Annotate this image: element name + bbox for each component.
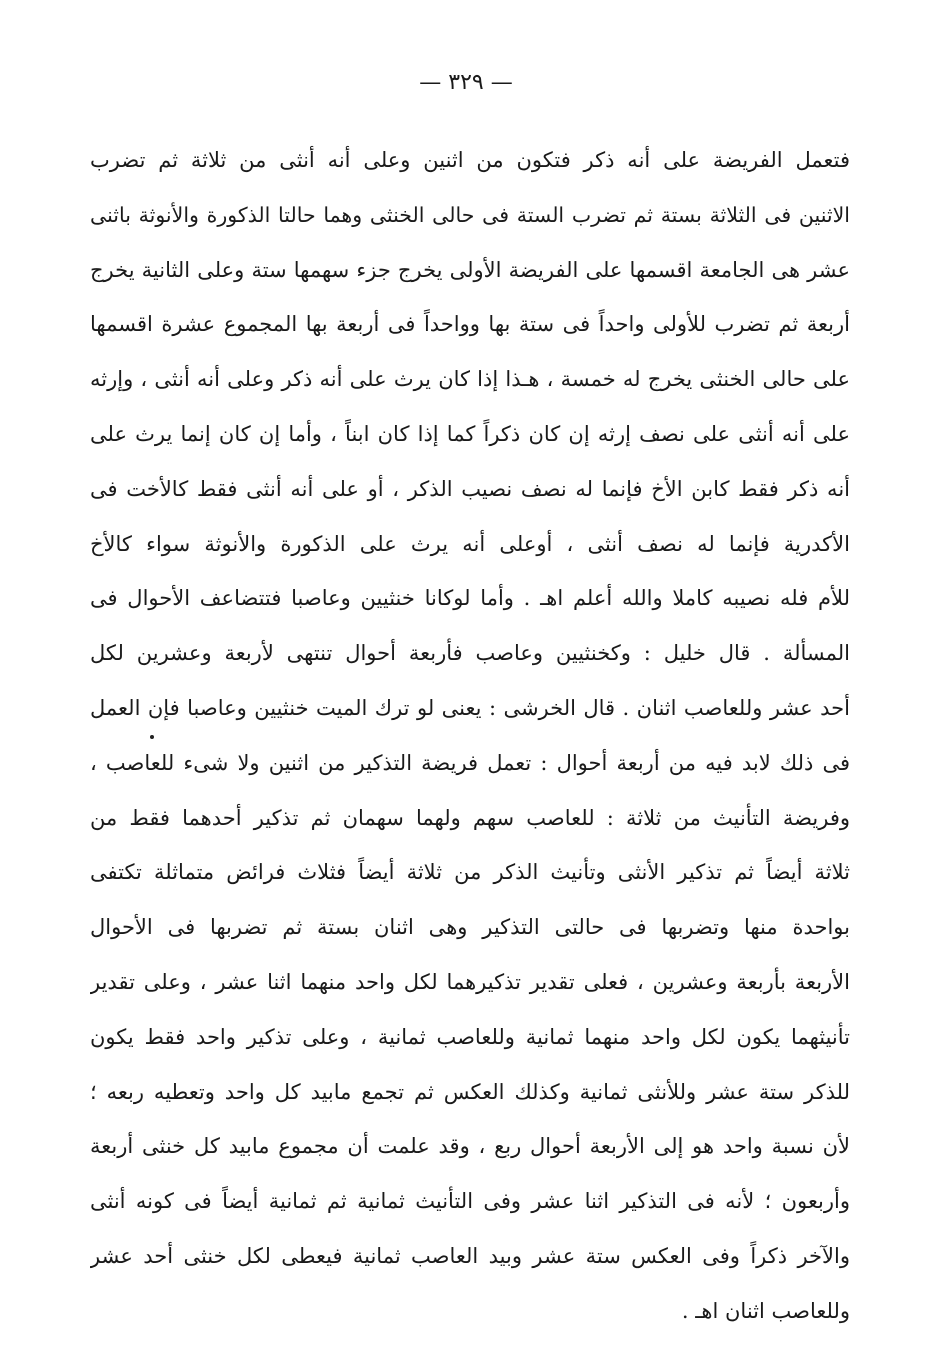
text-line: على حالى الخنثى يخرج له خمسة ، هـذا إذا كان يرث على أنه ذكر وعلى أنه أنثى ، وإرثه [90,367,850,392]
text-line: عشر هى الجامعة اقسمها على الفريضة الأولى يخرج جزء سهمها ستة وعلى الثانية يخرج [90,257,850,282]
text-line: فى ذلك لابد فيه من أربعة أحوال : تعمل فريضة التذكير من اثنين ولا شىء للعاصب ، [90,750,850,775]
ink-speck [150,735,154,739]
body-text [90,140,850,1346]
text-line: وأربعون ؛ لأنه فى التذكير اثنا عشر وفى التأنيث ثمانية ثم ثمانية أيضاً فى كونه أنثى [90,1189,850,1214]
text-line: للأم فله نصيبه كاملا والله أعلم اهـ . وأما لوكانا خنثيين وعاصبا فتتضاعف الأحوال فى [90,586,850,611]
text-line: على أنه أنثى على نصف إرثه إن كان ذكراً كما إذا كان ابناً ، وأما إن كان إنما يرث على [90,421,850,446]
text-line: المسألة . قال خليل : وكخنثيين وعاصب فأربعة أحوال تنتهى لأربعة وعشرين لكل [90,641,850,666]
text-line: للذكر ستة عشر وللأنثى ثمانية وكذلك العكس ثم تجمع مابيد كل واحد وتعطيه ربعه ؛ [90,1079,850,1104]
text-line: أربعة ثم تضرب للأولى واحداً فى ستة بها وواحداً فى أربعة بها المجموع عشرة اقسمها [90,312,850,337]
text-line: أحد عشر وللعاصب اثنان . قال الخرشى : يعنى لو ترك الميت خنثيين وعاصبا فإن العمل [90,695,850,720]
text-line: ثلاثة أيضاً ثم تذكير الأنثى وتأنيث الذكر من ثلاثة أيضاً فثلاث فرائض متماثلة تكتفى [90,860,850,885]
text-line: الأربعة بأربعة وعشرين ، فعلى تقدير تذكيرهما لكل واحد منهما اثنا عشر ، وعلى تقدير [90,969,850,994]
text-line: بواحدة منها وتضربها فى حالتى التذكير وهى اثنان بستة ثم تضربها فى الأحوال [90,915,850,940]
text-line: وفريضة التأنيث من ثلاثة : للعاصب سهم ولهما سهمان ثم تذكير أحدهما فقط من [90,805,850,830]
text-line: الأكدرية فإنما له نصف أنثى ، أوعلى أنه يرث على الذكورة والأنوثة سواء كالأخ [90,531,850,556]
page-number: — ٣٢٩ — [419,70,513,95]
text-line: أنه ذكر فقط كابن الأخ فإنما له نصف نصيب الذكر ، أو على أنه أنثى فقط كالأخت فى [90,476,850,501]
text-line: تأنيثهما يكون لكل واحد منهما ثمانية وللعاصب ثمانية ، وعلى تذكير واحد فقط يكون [90,1024,850,1049]
text-line: الاثنين فى الثلاثة بستة ثم تضرب الستة فى حالى الخنثى وهما حالتا الذكورة والأنوثة باثنى [90,202,850,227]
text-line: فتعمل الفريضة على أنه ذكر فتكون من اثنين وعلى أنه أنثى من ثلاثة ثم تضرب [90,148,850,172]
text-line: وللعاصب اثنان اهـ . [681,1298,850,1323]
text-line: لأن نسبة واحد هو إلى الأربعة أحوال ربع ، وقد علمت أن مجموع مابيد كل خنثى أربعة [90,1134,850,1159]
text-line: والآخر ذكراً وفى العكس ستة عشر وبيد العاصب ثمانية فيعطى لكل خنثى أحد عشر [90,1243,850,1268]
